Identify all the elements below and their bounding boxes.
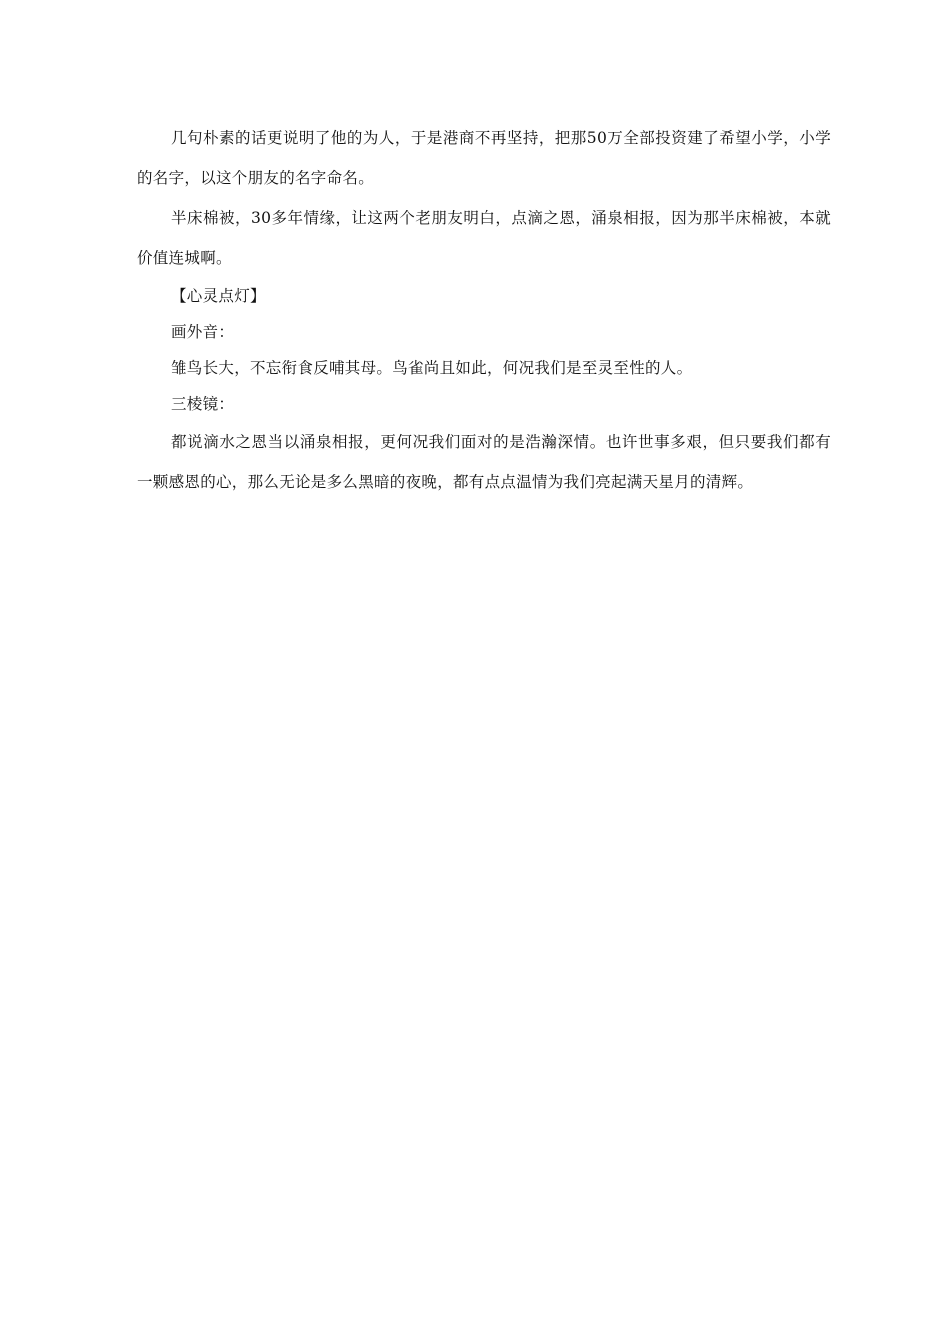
section-heading-heart-lamp: 【心灵点灯】 bbox=[171, 287, 266, 305]
document-body bbox=[137, 118, 831, 502]
subheading-prism: 三棱镜： bbox=[171, 395, 235, 413]
paragraph-hope-school: 几句朴素的话更说明了他的为人，于是港商不再坚持，把那50万全部投资建了希望小学，小学的名字，以这个朋友的名字命名。 bbox=[137, 129, 831, 187]
paragraph-half-quilt: 半床棉被，30多年情缘，让这两个老朋友明白，点滴之恩，涌泉相报，因为那半床棉被，本就价值连城啊。 bbox=[137, 209, 831, 267]
subheading-voiceover: 画外音： bbox=[171, 323, 235, 341]
paragraph-fledgling: 雏鸟长大，不忘衔食反哺其母。鸟雀尚且如此，何况我们是至灵至性的人。 bbox=[171, 359, 693, 377]
paragraph-gratitude: 都说滴水之恩当以涌泉相报，更何况我们面对的是浩瀚深情。也许世事多艰，但只要我们都有一颗感恩的心，那么无论是多么黑暗的夜晚，都有点点温情为我们亮起满天星月的清辉。 bbox=[137, 433, 831, 491]
